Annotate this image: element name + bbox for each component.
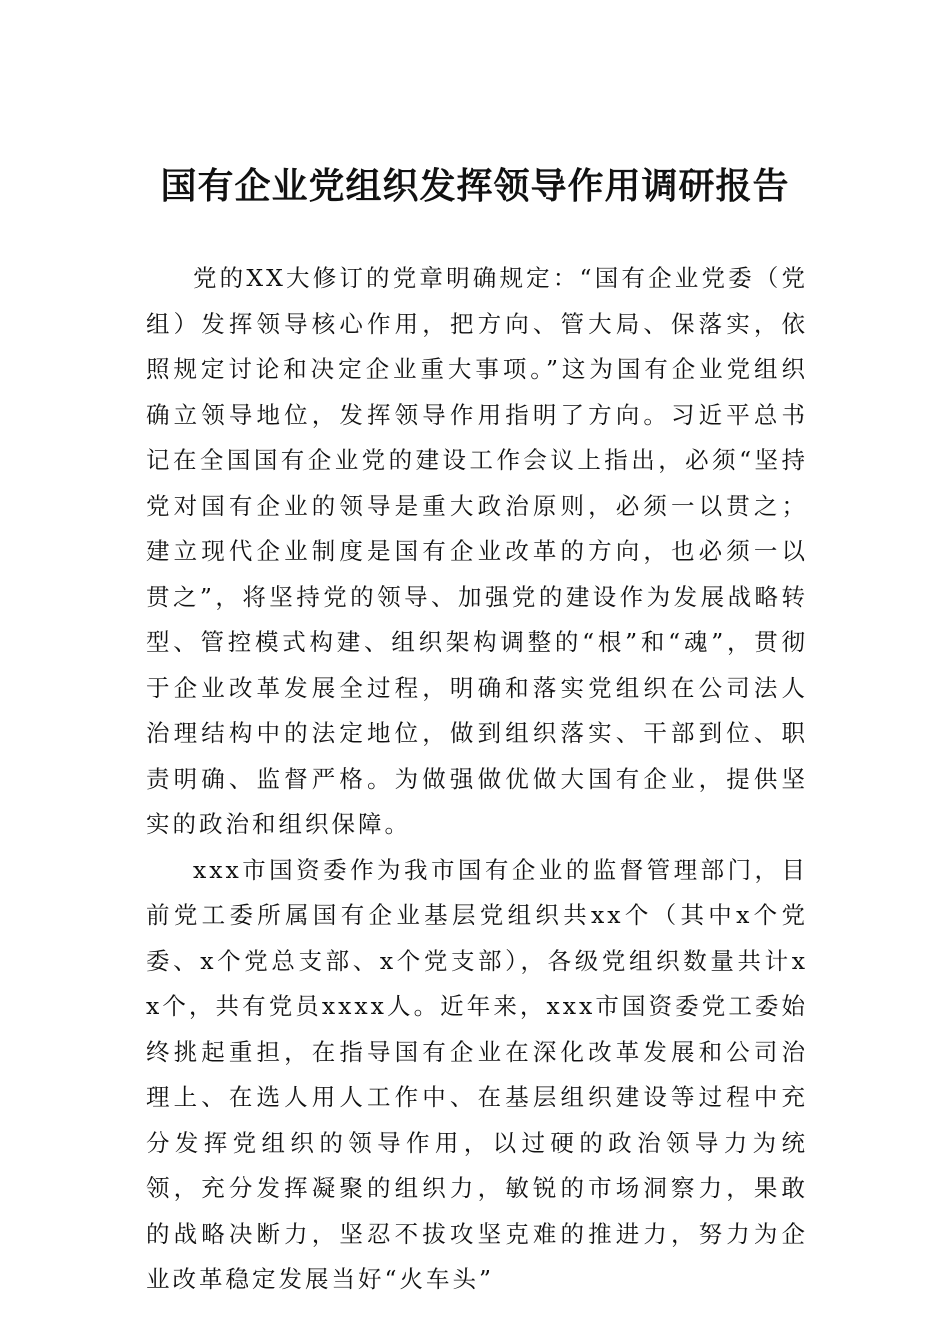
document-title: 国有企业党组织发挥领导作用调研报告 xyxy=(160,165,790,207)
paragraph-1: 党的XX大修订的党章明确规定：“国有企业党委（党组）发挥领导核心作用，把方向、管大局、保落实，依照规定讨论和决定企业重大事项。”这为国有企业党组织确立领导地位，发挥领导作用指明了方向。习近平总书记在全国国有企业党的建设工作会议上指出，必须“坚持党对国有企业的领导是重大政治原则，必须一以贯之；建立现代企业制度是国有企业改革的方向，也必须一以贯之”，将坚持党的领导、加强党的建设作为发展战略转型、管控模式构建、组织架构调整的“根”和“魂”，贯彻于企业改革发展全过程，明确和落实党组织在公司法人治理结构中的法定地位，做到组织落实、干部到位、职责明确、监督严格。为做强做优做大国有企业，提供坚实的政治和组织保障。 xyxy=(146,264,808,838)
paragraph-2: xxx市国资委作为我市国有企业的监督管理部门，目前党工委所属国有企业基层党组织共xx个（其中x个党委、x个党总支部、x个党支部），各级党组织数量共计xx个，共有党员xxxx人。近年来，xxx市国资委党工委始终挑起重担，在指导国有企业在深化改革发展和公司治理上、在选人用人工作中、在基层组织建设等过程中充分发挥党组织的领导作用，以过硬的政治领导力为统领，充分发挥凝聚的组织力，敏锐的市场洞察力，果敢的战略决断力，坚忍不拔攻坚克难的推进力，努力为企业改革稳定发展当好“火车头” xyxy=(146,855,808,1293)
document-body xyxy=(146,256,808,1303)
